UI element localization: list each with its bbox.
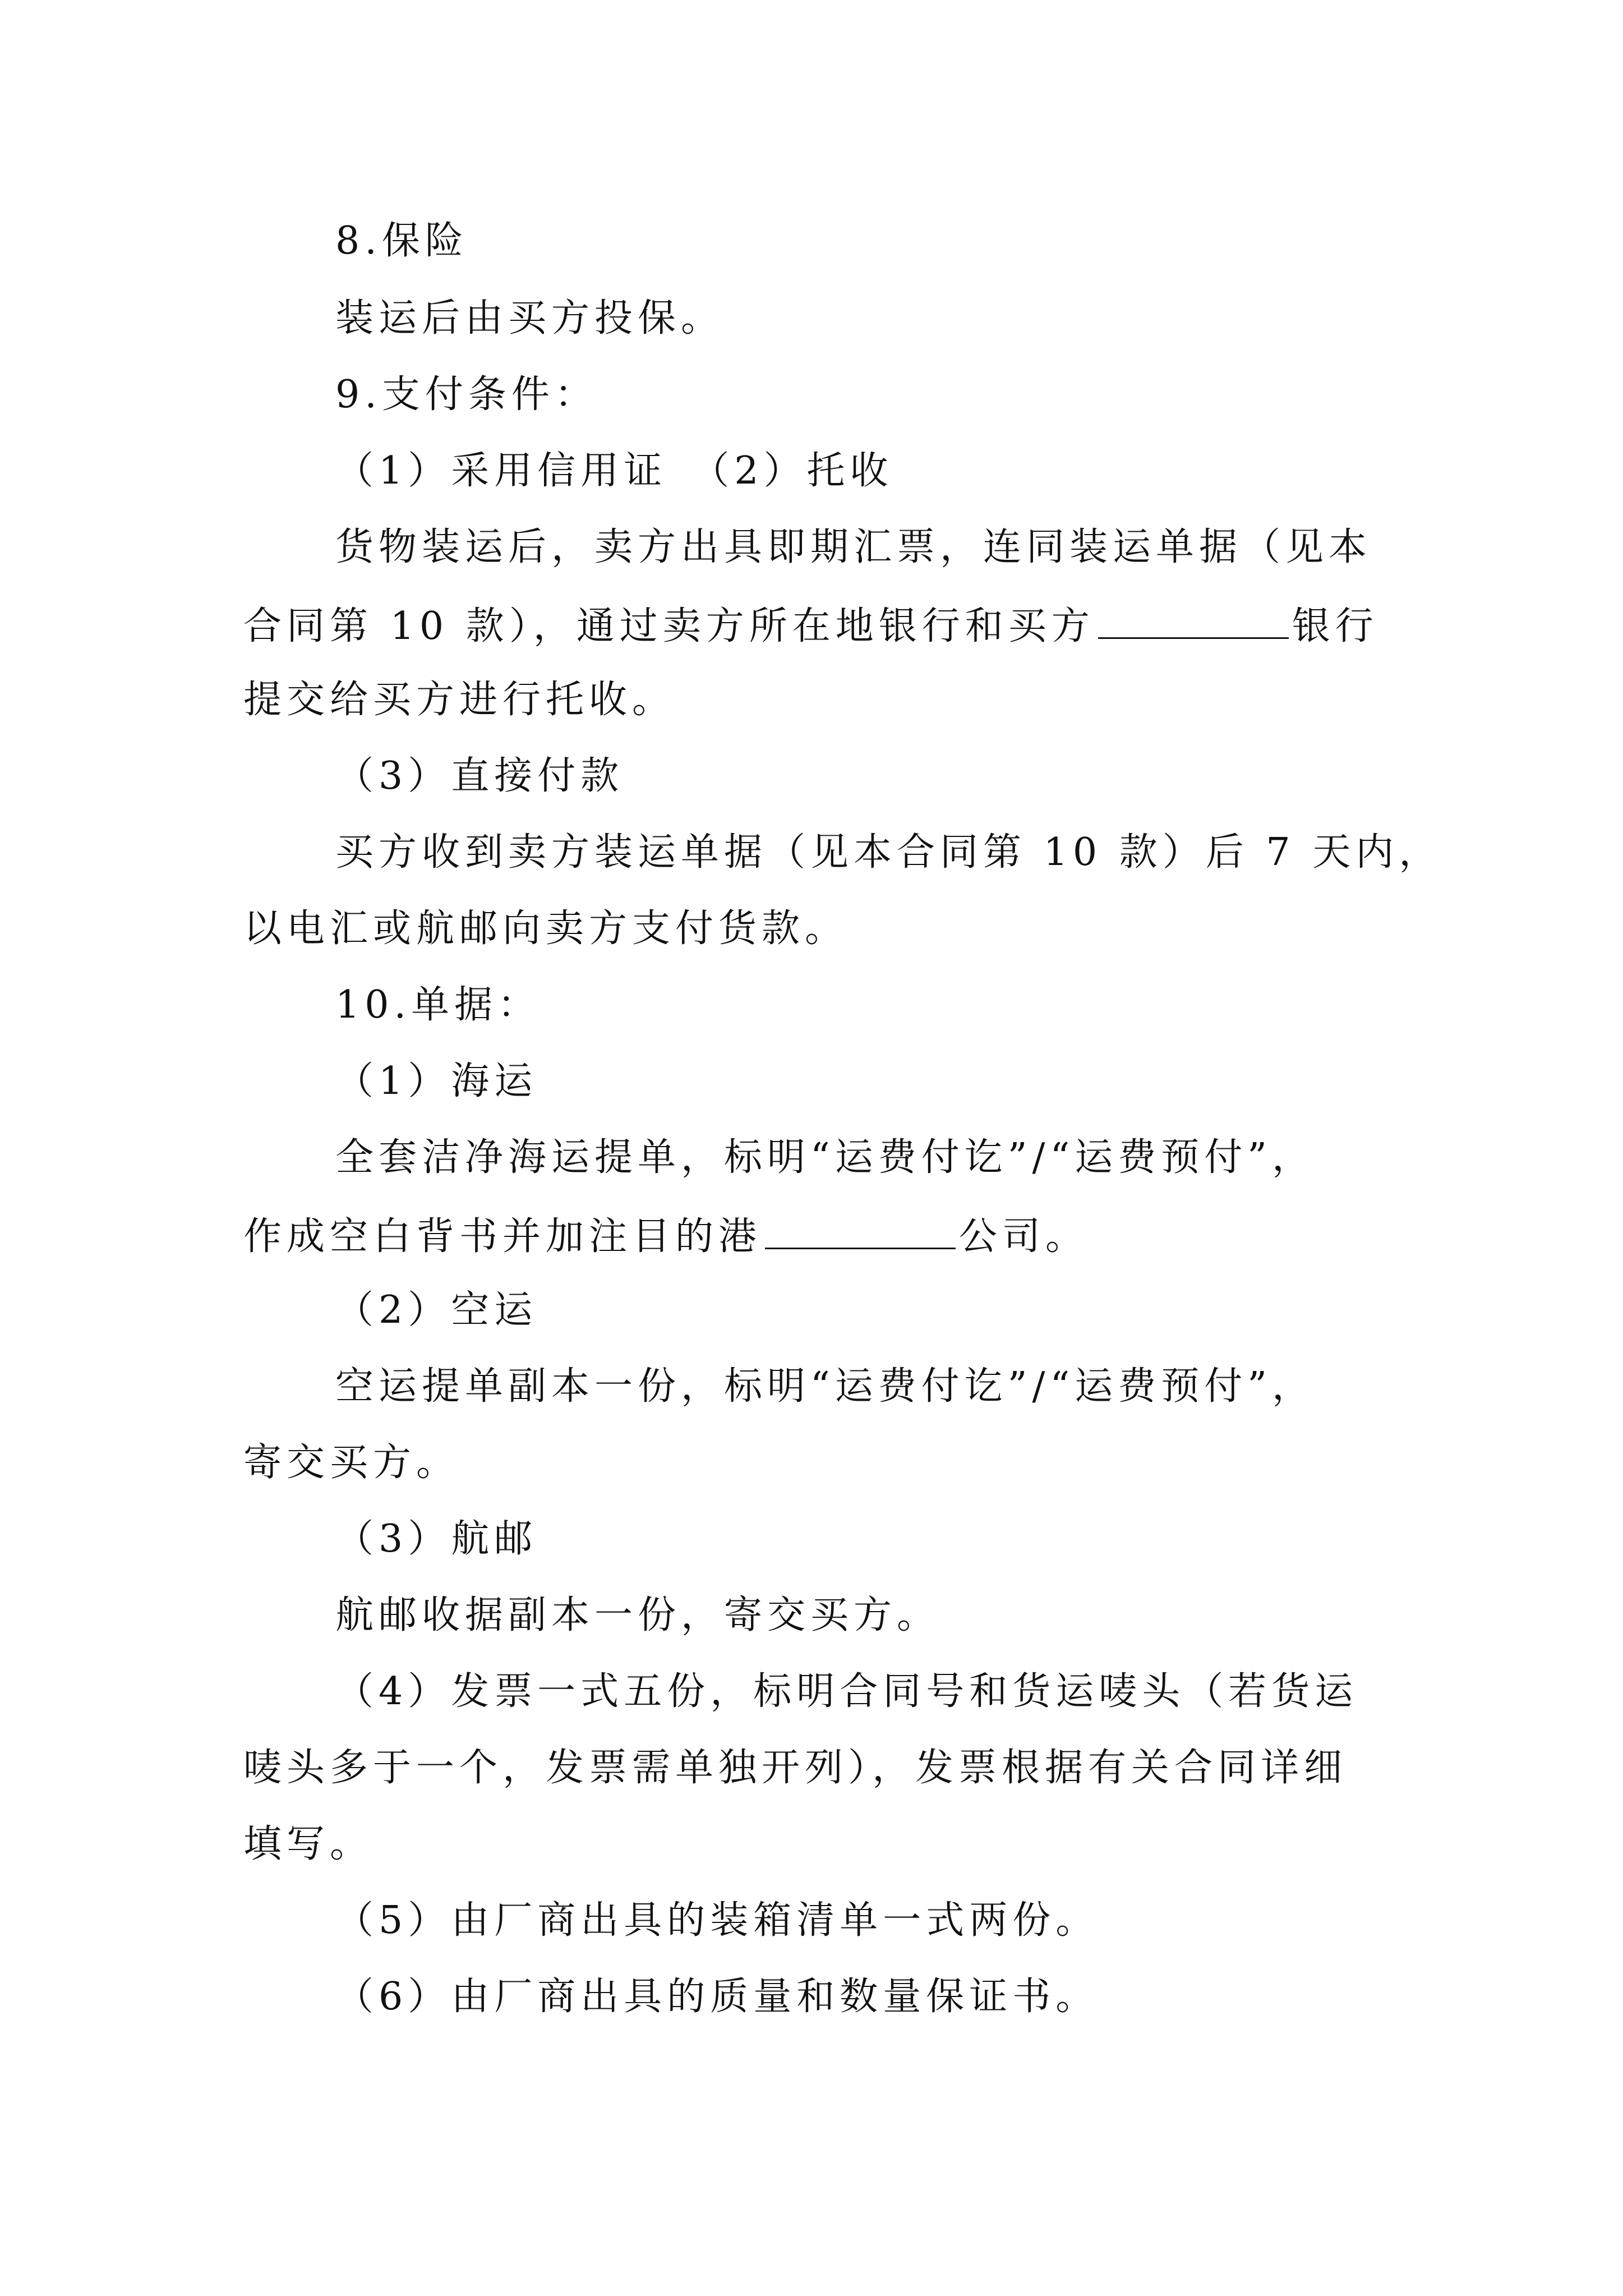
section-10-quality-certificate: （6）由厂商出具的质量和数量保证书。 [335, 1975, 1099, 2019]
section-9-direct-heading: （3）直接付款 [335, 754, 624, 798]
section-9-direct-line-1: 买方收到卖方装运单据（见本合同第 10 款）后 7 天内， [335, 830, 1442, 875]
section-10-sea-line-1: 全套洁净海运提单，标明“运费付讫”/“运费预付”， [335, 1135, 1315, 1180]
section-8-text: 装运后由买方投保。 [335, 296, 725, 341]
section-10-sea-text-b: 公司。 [959, 1214, 1089, 1259]
section-10-invoice-line-1: （4）发票一式五份，标明合同号和货运唛头（若货运 [335, 1669, 1358, 1714]
section-10-packing-list: （5）由厂商出具的装箱清单一式两份。 [335, 1898, 1099, 1943]
section-10-invoice-line-3: 填写。 [243, 1822, 374, 1866]
section-9-direct-line-2: 以电汇或航邮向卖方支付货款。 [243, 907, 849, 951]
section-10-sea-heading: （1）海运 [335, 1059, 538, 1103]
section-9-options: （1）采用信用证 （2）托收 [335, 449, 893, 493]
section-10-air-heading: （2）空运 [335, 1288, 538, 1332]
section-9-heading: 9.支付条件： [335, 372, 598, 417]
section-10-air-line-2: 寄交买方。 [243, 1441, 460, 1485]
section-10-sea-line-2 [243, 1214, 1089, 1259]
section-9-collection-text-b: 银行 [1292, 604, 1378, 648]
section-9-collection-line-1: 货物装运后，卖方出具即期汇票，连同装运单据（见本 [335, 525, 1372, 569]
section-10-mail-heading: （3）航邮 [335, 1517, 538, 1561]
section-9-collection-text-a: 合同第 10 款），通过卖方所在地银行和买方 [243, 604, 1095, 648]
fill-in-blank-bank [1098, 605, 1289, 639]
fill-in-blank-port [765, 1215, 956, 1249]
section-9-collection-line-2 [243, 605, 1378, 646]
section-10-invoice-line-2: 唛头多于一个，发票需单独开列），发票根据有关合同详细 [243, 1746, 1348, 1790]
section-9-collection-line-3: 提交给买方进行托收。 [243, 678, 676, 722]
section-10-mail-line-1: 航邮收据副本一份，寄交买方。 [335, 1593, 940, 1637]
section-10-air-line-1: 空运提单副本一份，标明“运费付讫”/“运费预付”， [335, 1364, 1315, 1409]
section-8-heading: 8.保险 [335, 219, 468, 263]
section-10-sea-text-a: 作成空白背书并加注目的港 [243, 1214, 762, 1259]
section-10-heading: 10.单据： [335, 983, 541, 1027]
